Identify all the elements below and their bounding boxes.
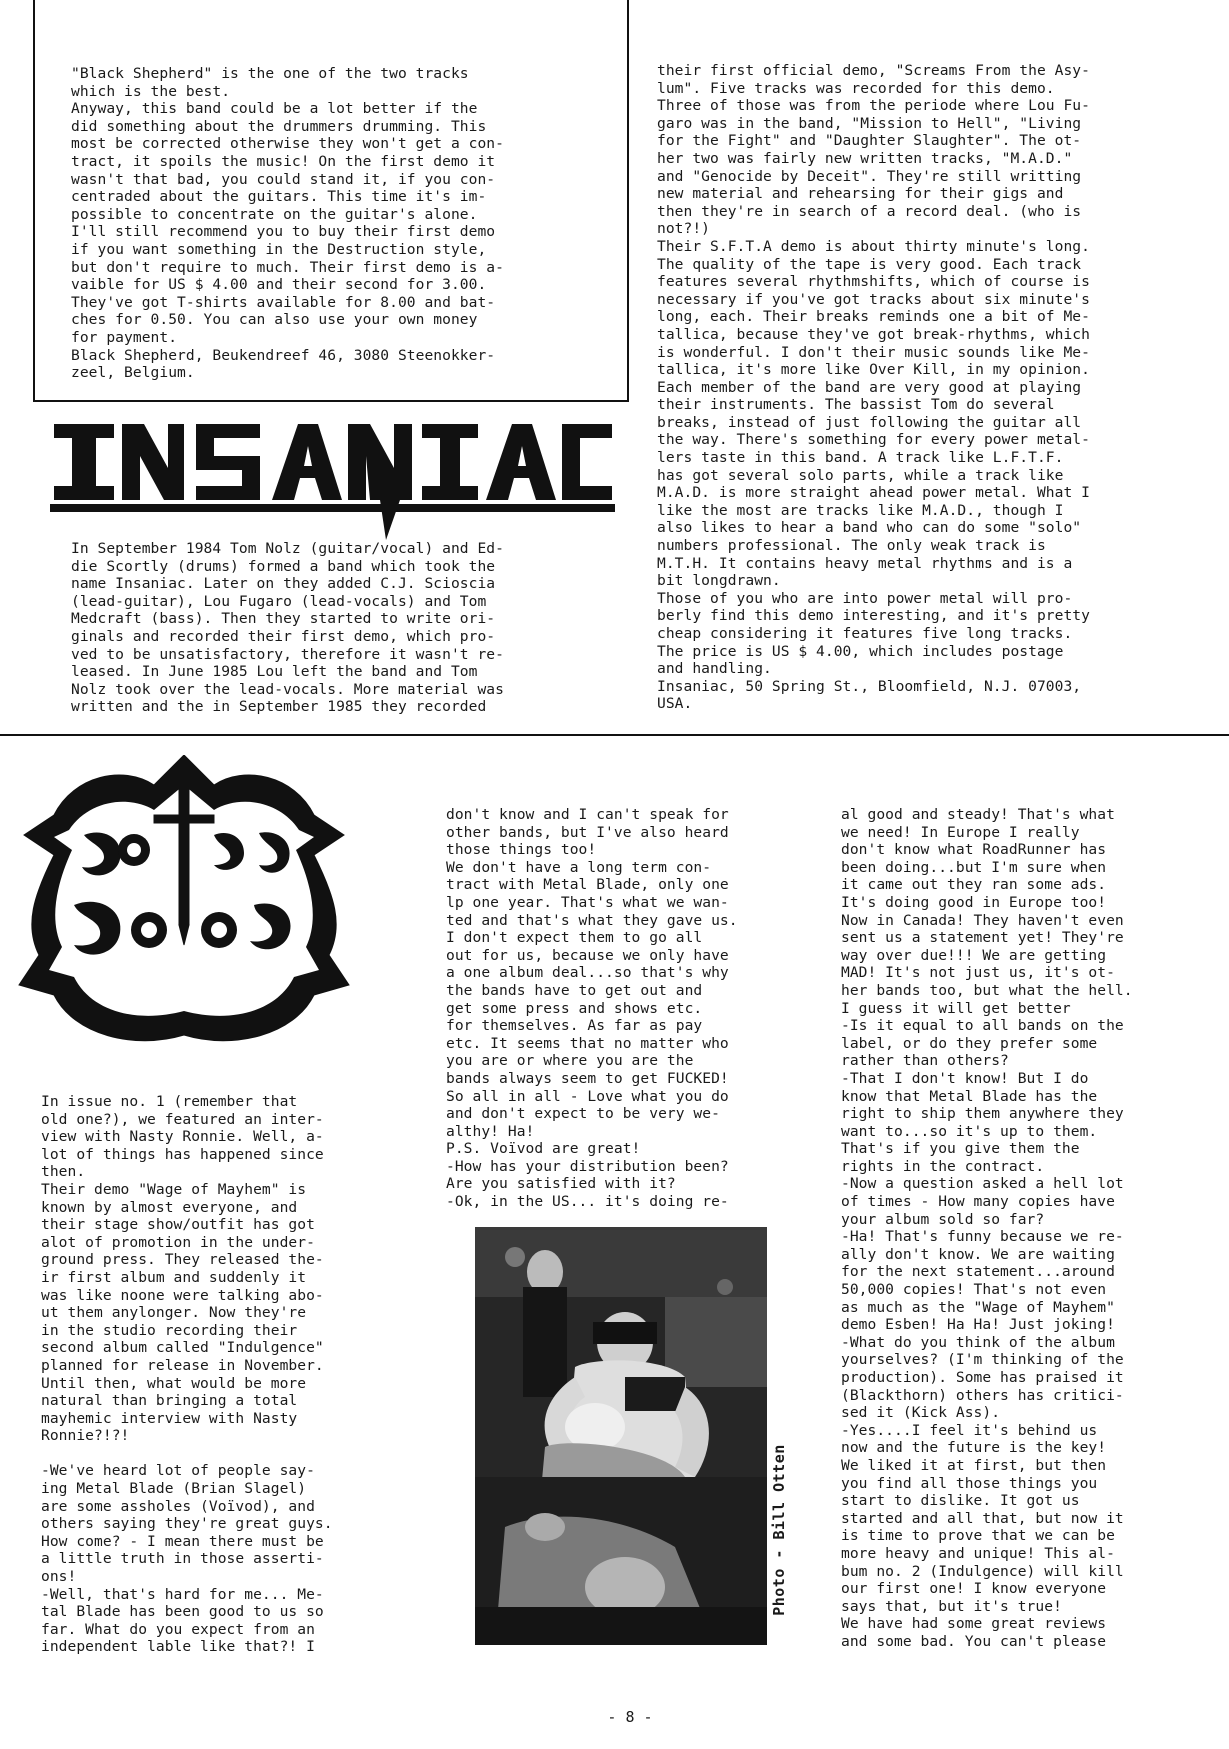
nasty-savage-col2: don't know and I can't speak for other bands, but I've also heard those things too! We don't have a long term con- tract with Metal Blade, only one lp one year. That's what we wan- ted and that's what they gave us. I don't expect them to go all out for us, because we only have a one album deal...so that's why the bands have to get out and get some press and shows etc. for themselves. As far as pay etc. It seems that no matter who you are or where you are the bands always seem to get FUCKED! So all in all - Love what you do and don't expect to be very we- althy! Ha! P.S. Voïvod are great! -How has your distribution been? Are you satisfied with it? -Ok, in the US... it's doing re- xyxy=(446,806,738,1211)
box-bottom-border xyxy=(33,400,629,402)
box-right-border xyxy=(627,0,629,402)
nasty-savage-logo xyxy=(14,755,354,1055)
nasty-savage-col3: al good and steady! That's what we need! In Europe I really don't know what RoadRunner has been doing...but I'm sure when it came out they ran some ads. It's doing good in Europe too! Now in Canada! They haven't even sent us a statement yet! They're way over due!!! We are getting MAD! It's not just us, it's ot- her bands too, but what the hell. I guess it will get better -Is it equal to all bands on the label, or do they prefer some rather than others? -That I don't know! But I do know that Metal Blade has the right to ship them anywhere they want to...so it's up to them. That's if you give them the rights in the contract. -Now a question asked a hell lot of times - How many copies have your album sold so far? -Ha! That's funny because we re- ally don't know. We are waiting for the next statement...around 50,000 copies! That's not even as much as the "Wage of Mayhem" demo Esben! Ha Ha! Just joking! -What do you think of the album yourselves? (I'm thinking of the production). Some has praised it (Blackthorn) others has critici- sed it (Kick Ass). -Yes....I feel it's behind us now and the future is the key! We liked it at first, but then you find all those things you start to dislike. It got us started and all that, but now it is time to prove that we can be more heavy and unique! This al- bum no. 2 (Indulgence) will kill our first one! I know everyone says that, but it's true! We have had some great reviews and some bad. You can't please xyxy=(841,806,1133,1650)
insaniac-text-right: their first official demo, "Screams From the Asy- lum". Five tracks was recorded for this demo. Three of those was from the periode where Lou Fu- garo was in the band, "Mission to Hell", "Living for the Fight" and "Daughter Slaughter". The ot- her two was fairly new written tracks, "M.A.D." and "Genocide by Deceit". They're still writting new material and rehearsing for their gigs and then they're in search of a record deal. (who is not?!) Their S.F.T.A demo is about thirty minute's long. The quality of the tape is very good. Each track features several rhythmshifts, which of course is necessary if you've got tracks about six minute's long, each. Their breaks reminds one a bit of Me- tallica, because they've got break-rhythms, which is wonderful. I don't their music sounds like Me- tallica, it's more like Over Kill, in my opinion. Each member of the band are very good at playing their instruments. The bassist Tom do several breaks, instead of just following the guitar all the way. There's something for every power metal- lers taste in this band. A track like L.F.T.F. has got several solo parts, while a track like M.A.D. is more straight ahead power metal. What I like the most are tracks like M.A.D., though I also likes to hear a band who can do some "solo" numbers professional. The only weak track is M.T.H. It contains heavy metal rhythms and is a bit longdrawn. Those of you who are into power metal will pro- berly find this demo interesting, and it's pretty cheap considering it features five long tracks. The price is US $ 4.00, which includes postage and handling. Insaniac, 50 Spring St., Bloomfield, N.J. 07003, USA. xyxy=(657,62,1090,713)
page-number: - 8 - xyxy=(607,1708,653,1726)
live-performance-photo xyxy=(475,1227,767,1645)
nasty-savage-col1: In issue no. 1 (remember that old one?), we featured an inter- view with Nasty Ronnie. Well, a- lot of things has happened since then. Their demo "Wage of Mayhem" is known by almost everyone, and their stage show/outfit has got alot of promotion in the under- ground press. They released the- ir first album and suddenly it was like noone were talking abo- ut them anylonger. Now they're in the studio recording their second album called "Indulgence" planned for release in November. Until then, what would be more natural than bringing a total mayhemic interview with Nasty Ronnie?!?! -We've heard lot of people say- ing Metal Blade (Brian Slagel) are some assholes (Voïvod), and others saying they're great guys. How come? - I mean there must be a little truth in those asserti- ons! -Well, that's hard for me... Me- tal Blade has been good to us so far. What do you expect from an independent lable like that?! I xyxy=(41,1093,333,1656)
photo-credit xyxy=(766,1420,792,1640)
photo-credit-text: Photo - Bill Otten xyxy=(770,1444,788,1616)
box-left-border xyxy=(33,0,35,402)
insaniac-text-left: In September 1984 Tom Nolz (guitar/vocal) and Ed- die Scortly (drums) formed a band which took the name Insaniac. Later on they added C.J. Scioscia (lead-guitar), Lou Fugaro (lead-vocals) and Tom Medcraft (bass). Then they started to write ori- ginals and recorded their first demo, which pro- ved to be unsatisfactory, therefore it wasn't re- leased. In June 1985 Lou left the band and Tom Nolz took over the lead-vocals. More material was written and the in September 1985 they recorded xyxy=(71,540,504,716)
insaniac-logo xyxy=(50,412,615,542)
section-divider xyxy=(0,734,1229,736)
black-shepherd-review-text: "Black Shepherd" is the one of the two tracks which is the best. Anyway, this band could be a lot better if the did something about the drummers drumming. This most be corrected otherwise they won't get a con- tract, it spoils the music! On the first demo it wasn't that bad, you could stand it, if you con- centraded about the guitars. This time it's im- possible to concentrate on the guitar's alone. I'll still recommend you to buy their first demo if you want something in the Destruction style, but don't require to much. Their first demo is a- vaible for US $ 4.00 and their second for 3.00. They've got T-shirts available for 8.00 and bat- ches for 0.50. You can also use your own money for payment. Black Shepherd, Beukendreef 46, 3080 Steenokker- zeel, Belgium. xyxy=(71,65,504,382)
